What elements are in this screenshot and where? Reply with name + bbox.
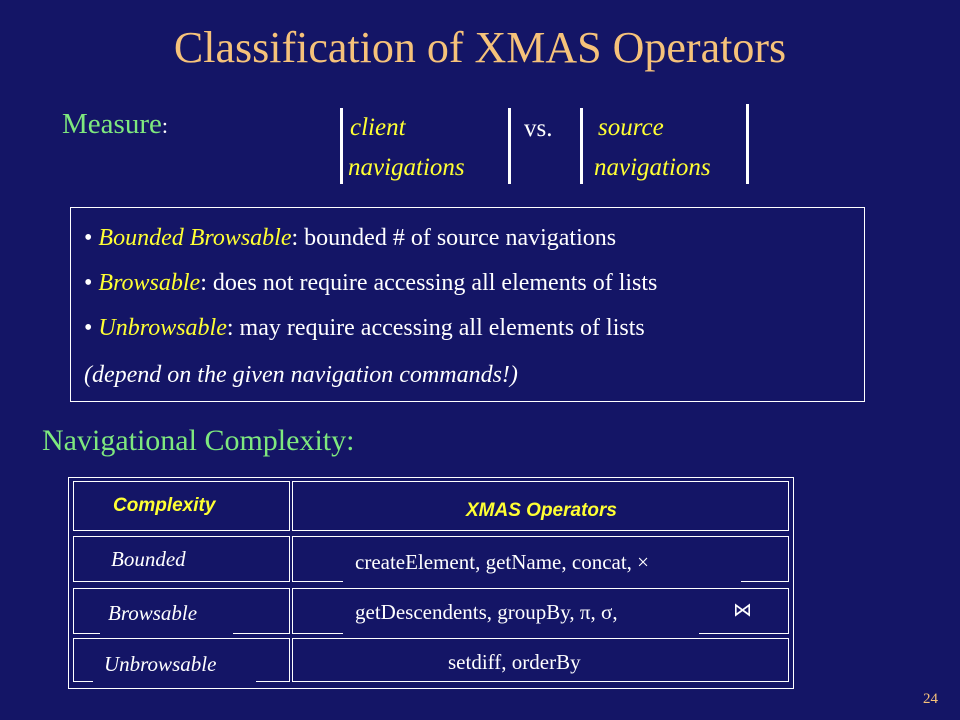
definition-unbrowsable [84, 315, 645, 342]
row-gap [343, 579, 741, 583]
header-xmas-operators: XMAS Operators [466, 500, 617, 521]
navigational-complexity-heading: Navigational Complexity: [42, 424, 355, 457]
level-unbrowsable: Unbrowsable [104, 652, 217, 676]
measure-colon: : [161, 113, 168, 138]
term-bounded-browsable: Bounded Browsable [98, 225, 292, 251]
source-label-line1: source [598, 114, 664, 141]
bullet: • [84, 315, 93, 341]
definition-text: : does not require accessing all elements of lists [200, 270, 658, 296]
bar-1 [340, 108, 343, 184]
source-label-line2: navigations [594, 154, 711, 181]
level-bounded: Bounded [111, 547, 186, 571]
definition-bounded-browsable [84, 225, 616, 252]
slide-title: Classification of XMAS Operators [173, 23, 787, 72]
header-complexity: Complexity [113, 495, 216, 516]
ops-browsable: getDescendents, groupBy, π, σ, [355, 600, 618, 624]
term-unbrowsable: Unbrowsable [98, 315, 227, 341]
definitions-note: (depend on the given navigation commands!) [84, 362, 518, 388]
page-number: 24 [923, 691, 938, 707]
bar-3 [580, 108, 583, 184]
bar-2 [508, 108, 511, 184]
client-label-line2: navigations [348, 154, 465, 181]
vs-label: vs. [524, 115, 553, 142]
measure-word: Measure [62, 108, 162, 140]
bullet: • [84, 270, 93, 296]
bar-4 [746, 104, 749, 184]
row-gap [343, 631, 699, 635]
level-browsable: Browsable [108, 601, 198, 625]
row-gap [93, 679, 256, 683]
definition-browsable [84, 270, 657, 297]
ops-unbrowsable: setdiff, orderBy [448, 650, 581, 674]
join-symbol: ⋈ [733, 600, 752, 621]
measure-label [62, 108, 168, 141]
client-label-line1: client [350, 114, 406, 141]
definition-text: : bounded # of source navigations [291, 225, 617, 251]
definition-text: : may require accessing all elements of lists [226, 315, 645, 341]
row-gap [100, 631, 233, 635]
bullet: • [84, 225, 93, 251]
term-browsable: Browsable [98, 270, 201, 296]
ops-bounded: createElement, getName, concat, × [355, 550, 650, 574]
